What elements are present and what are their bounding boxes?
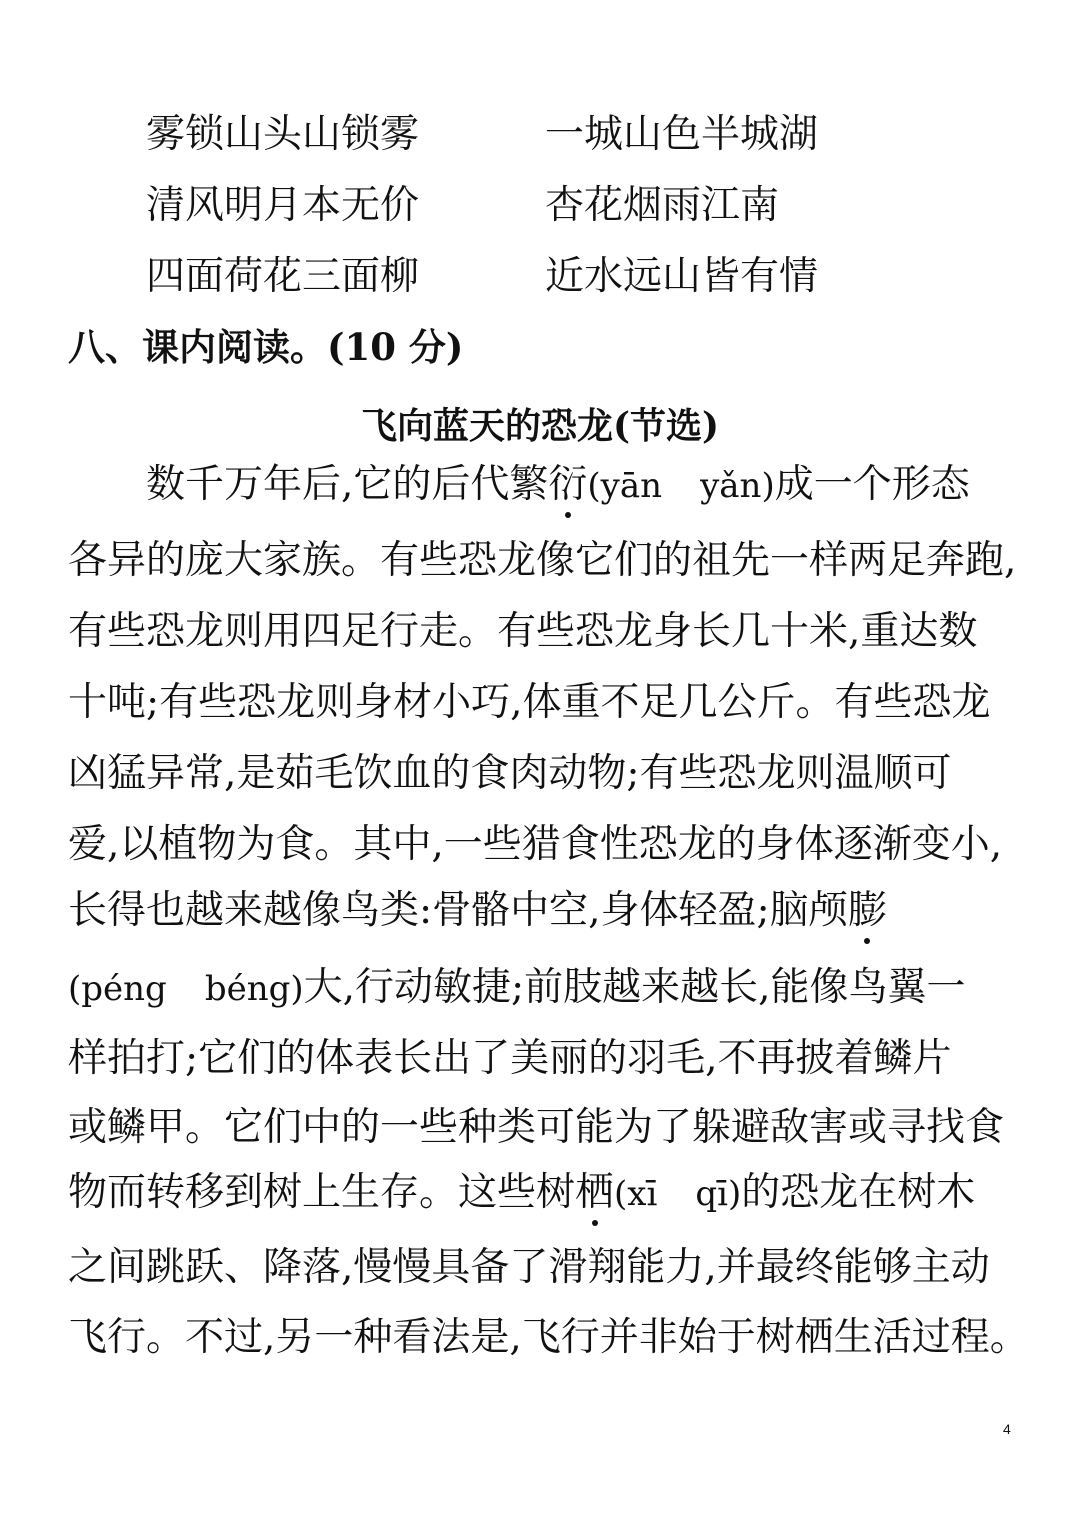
couplet-left: 雾锁山头山锁雾 (146, 112, 420, 157)
passage-line (68, 1170, 976, 1215)
text-span: 长得也越来越像鸟类:骨骼中空,身体轻盈;脑颅 (68, 888, 848, 933)
pinyin-option: (péng (68, 969, 167, 1009)
annotated-char: 栖 (575, 1170, 615, 1215)
couplet-left: 清风明月本无价 (146, 183, 420, 228)
passage-title: 飞向蓝天的恐龙(节选) (360, 405, 720, 447)
passage-line: 有些恐龙则用四足行走。有些恐龙身长几十米,重达数 (68, 609, 978, 654)
pinyin-option: yǎn) (700, 466, 775, 506)
passage-line: 飞行。不过,另一种看法是,飞行并非始于树栖生活过程。 (68, 1315, 1029, 1360)
passage-line: 凶猛异常,是茹毛饮血的食肉动物;有些恐龙则温顺可 (68, 751, 952, 796)
text-span: 的恐龙在树木 (741, 1170, 976, 1215)
text-span: 物而转移到树上生存。这些树 (68, 1170, 576, 1215)
pinyin-option: qī) (695, 1174, 742, 1214)
pinyin-option: (xī (614, 1174, 658, 1214)
passage-line (146, 462, 970, 507)
couplet-left: 四面荷花三面柳 (146, 254, 420, 299)
pinyin-option: béng) (204, 969, 304, 1009)
passage-line (68, 965, 966, 1010)
annotated-char: 衍 (548, 462, 588, 507)
passage-line: 或鳞甲。它们中的一些种类可能为了躲避敌害或寻找食 (68, 1105, 1005, 1150)
annotated-char: 膨 (847, 888, 887, 933)
text-span: 数千万年后,它的后代繁 (146, 462, 549, 507)
passage-line: 十吨;有些恐龙则身材小巧,体重不足几公斤。有些恐龙 (68, 680, 991, 725)
passage-line (68, 888, 887, 933)
pinyin-option: (yān (587, 466, 663, 506)
passage-line: 爱,以植物为食。其中,一些猎食性恐龙的身体逐渐变小, (68, 822, 1003, 867)
passage-line: 之间跳跃、降落,慢慢具备了滑翔能力,并最终能够主动 (68, 1245, 990, 1290)
passage-line: 样拍打;它们的体表长出了美丽的羽毛,不再披着鳞片 (68, 1036, 952, 1081)
couplet-right: 杏花烟雨江南 (545, 183, 780, 228)
couplet-right: 一城山色半城湖 (545, 112, 819, 157)
couplet-right: 近水远山皆有情 (545, 254, 819, 299)
text-span: 成一个形态 (774, 462, 970, 507)
section-heading: 八、课内阅读。(10 分) (68, 325, 464, 369)
text-span: 大,行动敏捷;前肢越来越长,能像鸟翼一 (303, 965, 966, 1010)
page-number: 4 (1003, 1421, 1011, 1437)
passage-line: 各异的庞大家族。有些恐龙像它们的祖先一样两足奔跑, (68, 538, 1017, 583)
